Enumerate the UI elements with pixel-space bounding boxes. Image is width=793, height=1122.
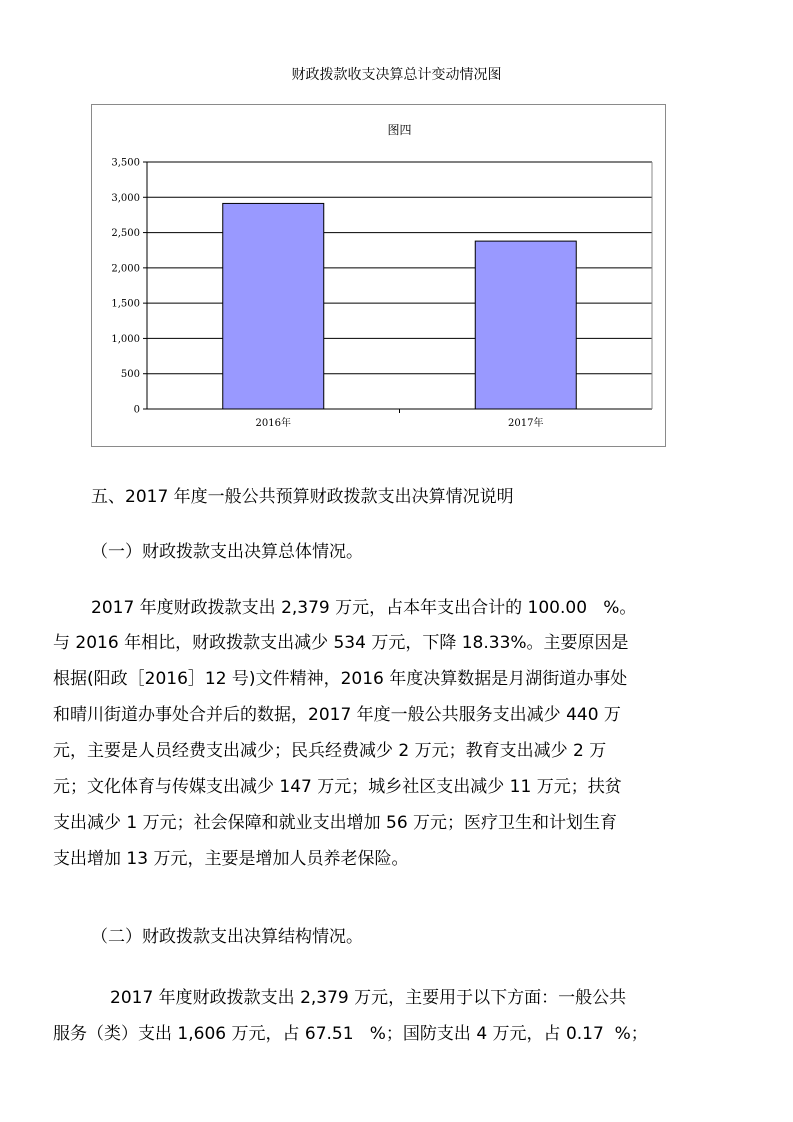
bar (223, 203, 324, 409)
subsection-heading-2: （二）财政拨款支出决算结构情况。 (91, 927, 363, 947)
x-tick-label: 2017年 (508, 418, 544, 429)
bar-chart (92, 105, 667, 448)
para1-line: 与 2016 年相比，财政拨款支出减少 534 万元，下降 18.33%。主要原因是 (53, 633, 629, 653)
y-tick-label: 1,500 (111, 298, 140, 310)
para1-line: 支出增加 13 万元，主要是增加人员养老保险。 (53, 849, 409, 869)
y-tick-label: 1,000 (111, 333, 140, 345)
para1-line: 元，主要是人员经费支出减少；民兵经费减少 2 万元；教育支出减少 2 万 (53, 741, 607, 761)
section-heading: 五、2017 年度一般公共预算财政拨款支出决算情况说明 (91, 487, 514, 507)
para1-line: 支出减少 1 万元；社会保障和就业支出增加 56 万元；医疗卫生和计划生育 (53, 813, 618, 833)
y-tick-label: 3,500 (111, 157, 140, 169)
y-tick-label: 3,000 (111, 192, 140, 204)
subsection-heading-1: （一）财政拨款支出决算总体情况。 (91, 542, 363, 562)
para1-line: 2017 年度财政拨款支出 2,379 万元，占本年支出合计的 100.00 %。 (91, 598, 637, 618)
bar (475, 241, 576, 409)
y-tick-label: 2,500 (111, 228, 140, 240)
para1-line: 根据(阳政［2016］12 号)文件精神，2016 年度决算数据是月湖街道办事处 (53, 669, 628, 689)
para2-line: 2017 年度财政拨款支出 2,379 万元，主要用于以下方面：一般公共 (110, 988, 627, 1008)
chart-frame (91, 104, 666, 447)
para1-line: 元；文化体育与传媒支出减少 147 万元；城乡社区支出减少 11 万元；扶贫 (53, 777, 622, 797)
chart-title: 图四 (387, 123, 412, 137)
para2-line: 服务（类）支出 1,606 万元，占 67.51 %；国防支出 4 万元，占 0.17 %； (53, 1024, 648, 1044)
y-tick-label: 0 (133, 404, 140, 416)
x-tick-label: 2016年 (255, 418, 291, 429)
y-tick-label: 2,000 (111, 263, 140, 275)
para1-line: 和晴川街道办事处合并后的数据，2017 年度一般公共服务支出减少 440 万 (53, 705, 621, 725)
y-tick-label: 500 (120, 369, 140, 381)
chart-caption: 财政拨款收支决算总计变动情况图 (291, 67, 502, 83)
